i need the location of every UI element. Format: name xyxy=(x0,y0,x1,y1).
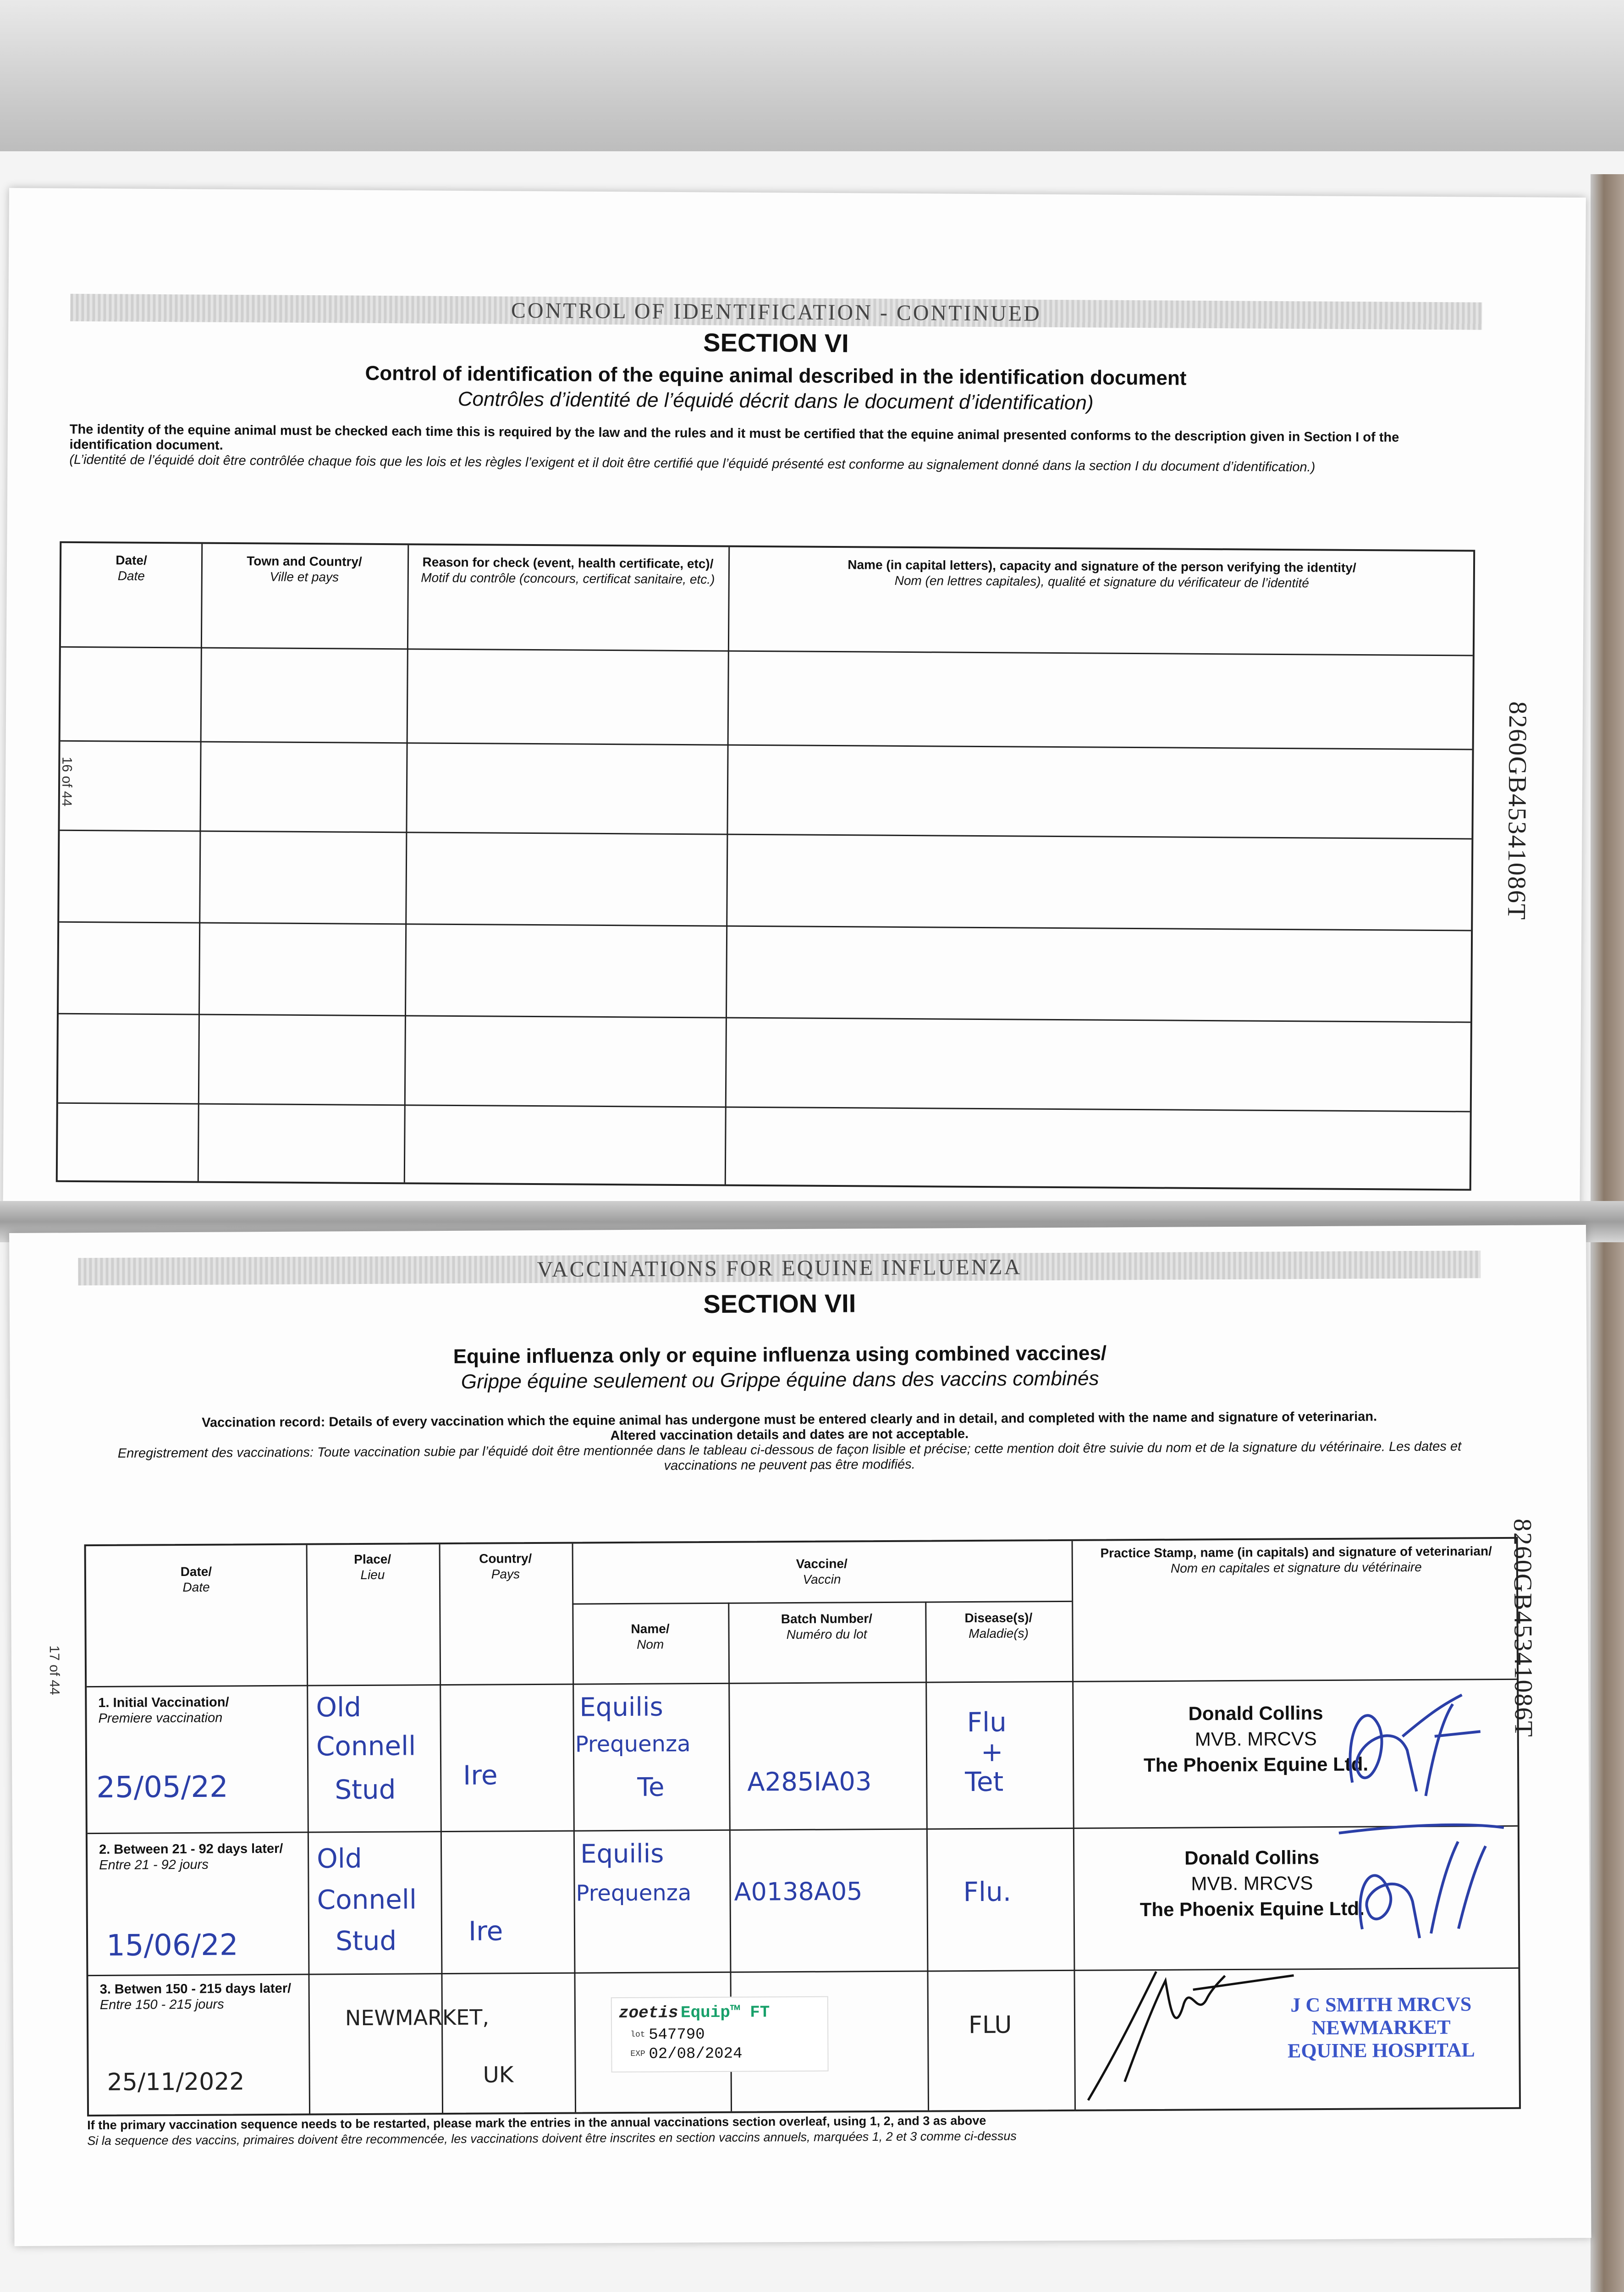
row2-vaccine-1: Equilis xyxy=(580,1839,664,1869)
sticker-lot: 547790 xyxy=(649,2026,705,2044)
row3-disease: FLU xyxy=(968,2011,1012,2039)
row2-vet-stamp: Donald Collins MVB. MRCVS The Phoenix Equine Ltd. xyxy=(1140,1846,1365,1921)
row1-vaccine-1: Equilis xyxy=(579,1692,663,1723)
row2-batch: A0138A05 xyxy=(734,1877,863,1906)
row1-disease-3: Tet xyxy=(965,1766,1004,1798)
scanner-background xyxy=(0,0,1624,151)
section-7-subtitle-fr: Grippe équine seulement ou Grippe équine dans des vaccins combinés xyxy=(461,1367,1099,1393)
col-date-header-7: Date/ Date xyxy=(180,1564,212,1595)
vaccination-record-note xyxy=(88,1409,1491,1477)
row3-vet-signature xyxy=(1073,1961,1331,2110)
row1-vaccine-2: Prequenza xyxy=(575,1731,691,1758)
sticker-exp: 02/08/2024 xyxy=(649,2045,743,2063)
row3-country: UK xyxy=(483,2062,514,2088)
vaccination-record-en2: Altered vaccination details and dates are not acceptable. xyxy=(610,1427,969,1444)
footnote-en: If the primary vaccination sequence needs to be restarted, please mark the entries in the annual vaccinations section overleaf, using 1, 2, and 3 as above xyxy=(87,2113,986,2132)
section-6-title: SECTION VI xyxy=(703,328,849,358)
page-section-7 xyxy=(9,1225,1591,2246)
row1-place-2: Connell xyxy=(316,1730,416,1762)
row2-label: 2. Between 21 - 92 days later/ Entre 21 - 92 jours xyxy=(99,1841,283,1873)
sticker-exp-label: EXP xyxy=(630,2049,645,2059)
section-7-band xyxy=(78,1251,1481,1285)
col-name-header: Name/ Nom xyxy=(631,1621,670,1652)
row2-country: Ire xyxy=(468,1915,503,1947)
row1-label: 1. Initial Vaccination/ Premiere vaccination xyxy=(98,1695,229,1726)
row2-vaccine-2: Prequenza xyxy=(576,1880,692,1906)
sticker-lot-label: lot xyxy=(630,2030,645,2039)
row3-stamp-line-2: NEWMARKET xyxy=(1311,2016,1451,2039)
row1-place-3: Stud xyxy=(335,1774,396,1806)
row3-stamp-line-1: J C SMITH MRCVS xyxy=(1290,1993,1472,2017)
section-6-subtitle-fr: Contrôles d’identité de l’équidé décrit dans le document d’identification) xyxy=(457,387,1094,414)
col-stamp-header: Practice Stamp, name (in capitals) and signature of veterinarian/ Nom en capitales et signature du vétérinaire xyxy=(1100,1544,1492,1576)
footnote-fr: Si la sequence des vaccins, primaires doivent être recommencée, les vaccinations doivent être inscrites en section vaccins annuels, marquées 1, 2 et 3 comme ci-dessus xyxy=(87,2129,1017,2148)
row3-label: 3. Betwen 150 - 215 days later/ Entre 150 - 215 jours xyxy=(99,1981,292,2012)
sticker-product: Equip™ FT xyxy=(680,2003,770,2022)
row1-vet-signature xyxy=(1324,1676,1499,1815)
sticker-brand: zoetis xyxy=(618,2003,678,2023)
col-date-header: Date/ Date xyxy=(116,553,147,583)
row1-date: 25/05/22 xyxy=(96,1770,228,1805)
vaccination-record-fr: Enregistrement des vaccinations: Toute vaccination subie par l’équidé doit être mentionnée dans le tableau ci-dessous de façon lisible et précise; cette mention doit être suivie du nom et de la signature du vétérinaire. Les dates et vaccinations ne peuvent pas être modifiés. xyxy=(117,1439,1462,1473)
row2-date: 15/06/22 xyxy=(106,1928,238,1963)
section-6-note-fr: (L’identité de l’équidé doit être contrôlée chaque fois que les lois et les règles l’exigent et il doit être certifié que l’équidé présenté est conforme au signalement donné dans la section I du document d’identification.) xyxy=(69,452,1316,475)
identity-check-table xyxy=(56,541,1475,1191)
row2-place-3: Stud xyxy=(335,1925,397,1957)
vaccination-table xyxy=(84,1537,1521,2116)
section-6-band-text: CONTROL OF IDENTIFICATION - CONTINUED xyxy=(511,298,1041,326)
col-disease-header: Disease(s)/ Maladie(s) xyxy=(964,1610,1033,1641)
section-6-note xyxy=(69,422,1481,476)
row1-vet-stamp: Donald Collins MVB. MRCVS The Phoenix Equine Ltd. xyxy=(1143,1702,1369,1776)
col-vaccine-header: Vaccine/ Vaccin xyxy=(796,1556,848,1587)
row3-place: NEWMARKET, xyxy=(345,2005,490,2031)
vaccine-sticker xyxy=(611,1996,829,2072)
col-reason-header: Reason for check (event, health certificate, etc)/ Motif du contrôle (concours, certificat sanitaire, etc.) xyxy=(421,555,715,587)
row3-stamp-line-3: EQUINE HOSPITAL xyxy=(1287,2039,1475,2062)
row2-place-2: Connell xyxy=(317,1884,417,1916)
row1-vaccine-3: Te xyxy=(637,1772,665,1802)
page-number-17: 17 of 44 xyxy=(46,1645,62,1696)
row2-vet-signature xyxy=(1321,1814,1514,1952)
col-town-header: Town and Country/ Ville et pays xyxy=(247,554,362,584)
row2-place-1: Old xyxy=(316,1842,362,1874)
row1-disease-1: Flu xyxy=(967,1706,1007,1738)
passport-number-bottom: 8260GB45341086T xyxy=(1508,1518,1538,1738)
section-7-title: SECTION VII xyxy=(703,1289,856,1319)
passport-number-top: 8260GB45341086T xyxy=(1502,701,1532,921)
row1-country: Ire xyxy=(463,1759,498,1791)
section-6-subtitle-en: Control of identification of the equine animal described in the identification document xyxy=(365,362,1187,390)
page-number-16: 16 of 44 xyxy=(59,756,75,807)
primary-sequence-footnote xyxy=(87,2110,1462,2149)
col-place-header: Place/ Lieu xyxy=(354,1552,391,1582)
col-country-header: Country/ Pays xyxy=(479,1551,532,1581)
page-section-6 xyxy=(3,188,1585,1215)
row1-place-1: Old xyxy=(316,1691,362,1723)
section-7-band-text: VACCINATIONS FOR EQUINE INFLUENZA xyxy=(537,1254,1022,1282)
col-verifier-header: Name (in capital letters), capacity and signature of the person verifying the identity/ Nom (en lettres capitales), qualité et signature du vérificateur de l’identité xyxy=(848,557,1356,590)
row1-batch: A285IA03 xyxy=(747,1767,872,1797)
row3-date: 25/11/2022 xyxy=(107,2068,245,2096)
col-batch-header: Batch Number/ Numéro du lot xyxy=(781,1611,873,1642)
vaccination-record-en: Vaccination record: Details of every vaccination which the equine animal has undergone must be entered clearly and in detail, and completed with the name and signature of veterinarian. xyxy=(202,1409,1377,1430)
row1-disease-2: + xyxy=(980,1736,1003,1768)
section-7-subtitle-en: Equine influenza only or equine influenza using combined vaccines/ xyxy=(453,1342,1107,1368)
row2-disease: Flu. xyxy=(963,1876,1012,1908)
section-6-note-en: The identity of the equine animal must be checked each time this is required by the law and the rules and it must be certified that the equine animal presented conforms to the description given in Section I of the identification document. xyxy=(69,422,1399,453)
